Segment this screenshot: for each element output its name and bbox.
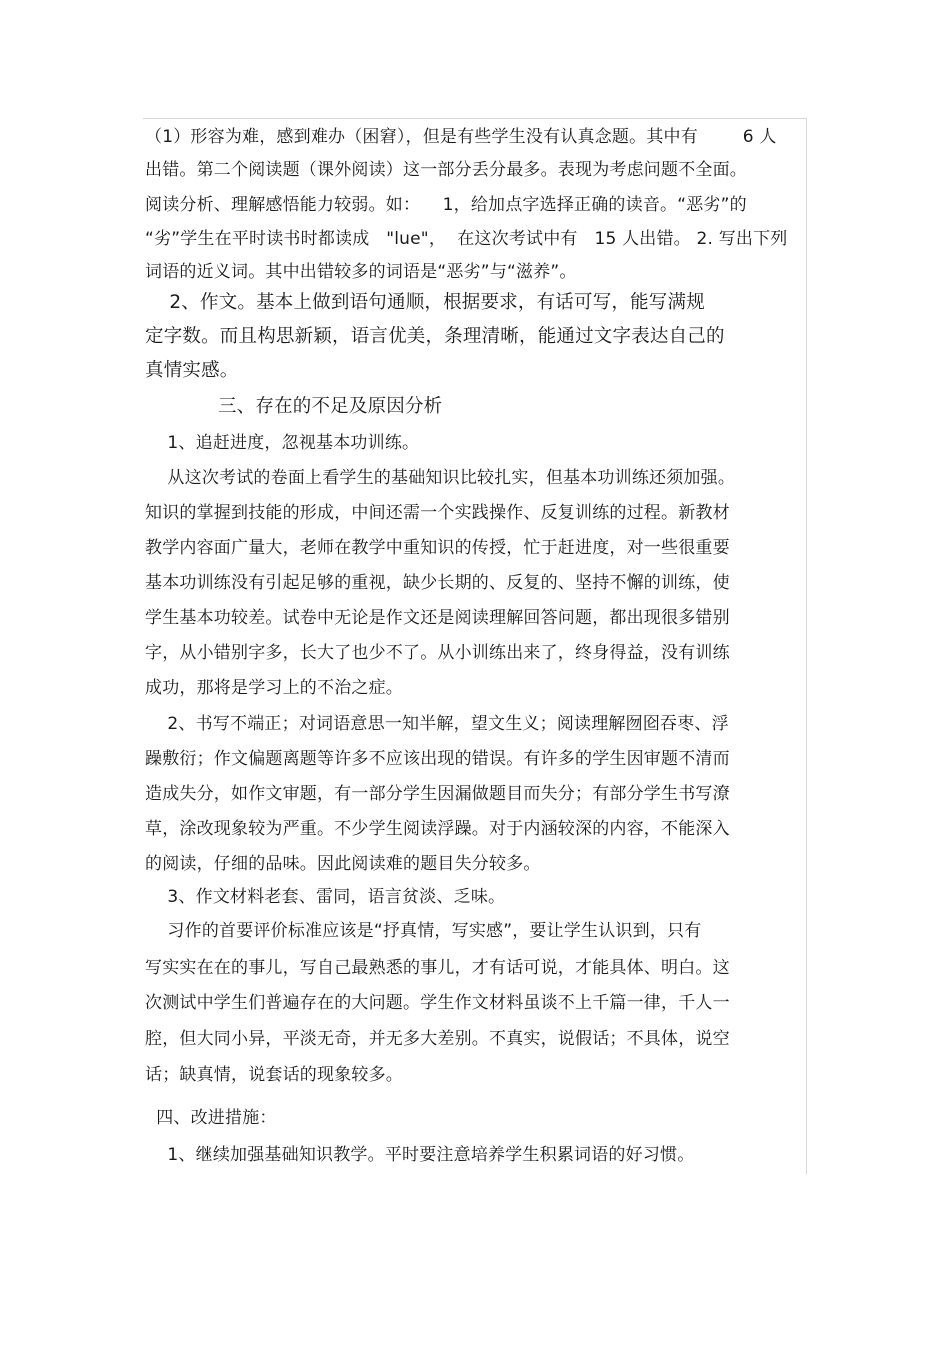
text-line: 2、作文。基本上做到语句通顺，根据要求，有话可写，能写满规: [145, 292, 705, 313]
text-line: 躁敷衍；作文偏题离题等许多不应该出现的错误。有许多的学生因审题不清而: [145, 749, 730, 769]
text-line: （1）形容为难，感到难办（困窘），但是有些学生没有认真念题。其中有 6 人: [145, 127, 777, 147]
text-line: 定字数。而且构思新颖，语言优美，条理清晰，能通过文字表达自己的: [145, 326, 725, 347]
text-line: 的阅读，仔细的品味。因此阅读难的题目失分较多。: [145, 854, 541, 874]
text-line: 出错。第二个阅读题（课外阅读）这一部分丢分最多。表现为考虑问题不全面。: [145, 160, 747, 180]
text-line: 学生基本功较差。试卷中无论是作文还是阅读理解回答问题，都出现很多错别: [145, 608, 730, 628]
subheading: 3、作文材料老套、雷同，语言贫淡、乏味。: [145, 887, 506, 907]
text-line: 成功，那将是学习上的不治之症。: [145, 678, 403, 698]
text-line: 从这次考试的卷面上看学生的基础知识比较扎实，但基本功训练还须加强。: [145, 468, 736, 488]
subheading: 1、继续加强基础知识教学。平时要注意培养学生积累词语的好习惯。: [145, 1145, 695, 1165]
text-line: 腔，但大同小异，平淡无奇，并无多大差别。不真实，说假话；不具体，说空: [145, 1029, 730, 1049]
text-line: 草，涂改现象较为严重。不少学生阅读浮躁。对于内涵较深的内容，不能深入: [145, 819, 730, 839]
text-line: “劣”学生在平时读书时都读成 "lue"， 在这次考试中有 15 人出错。 2. 写出下列: [145, 229, 788, 249]
section-heading: 三、存在的不足及原因分析: [145, 396, 443, 417]
text-line: 基本功训练没有引起足够的重视，缺少长期的、反复的、坚持不懈的训练，使: [145, 573, 730, 593]
subheading: 1、追赶进度，忽视基本功训练。: [145, 433, 420, 453]
text-line: 话；缺真情，说套话的现象较多。: [145, 1065, 403, 1085]
text-line: 知识的掌握到技能的形成，中间还需一个实践操作、反复训练的过程。新教材: [145, 503, 730, 523]
section-heading: 四、改进措施：: [145, 1108, 277, 1128]
text-line: 教学内容面广量大，老师在教学中重知识的传授，忙于赶进度，对一些很重要: [145, 538, 730, 558]
subheading: 2、书写不端正；对词语意思一知半解，望文生义；阅读理解囫囵吞枣、浮: [145, 714, 729, 734]
text-line: 真情实感。: [145, 360, 239, 381]
text-line: 造成失分，如作文审题，有一部分学生因漏做题目而失分；有部分学生书写潦: [145, 784, 730, 804]
text-line: 习作的首要评价标准应该是“抒真情，写实感”，要让学生认识到，只有: [145, 921, 702, 941]
text-line: 次测试中学生们普遍存在的大问题。学生作文材料虽谈不上千篇一律，千人一: [145, 993, 730, 1013]
text-line: 写实实在在的事儿，写自己最熟悉的事儿，才有话可说，才能具体、明白。这: [145, 958, 730, 978]
text-line: 词语的近义词。其中出错较多的词语是“恶劣”与“滋养”。: [145, 262, 577, 282]
text-line: 阅读分析、理解感悟能力较弱。如： 1，给加点字选择正确的读音。“恶劣”的: [145, 195, 747, 215]
text-line: 字，从小错别字多，长大了也少不了。从小训练出来了，终身得益，没有训练: [145, 643, 730, 663]
